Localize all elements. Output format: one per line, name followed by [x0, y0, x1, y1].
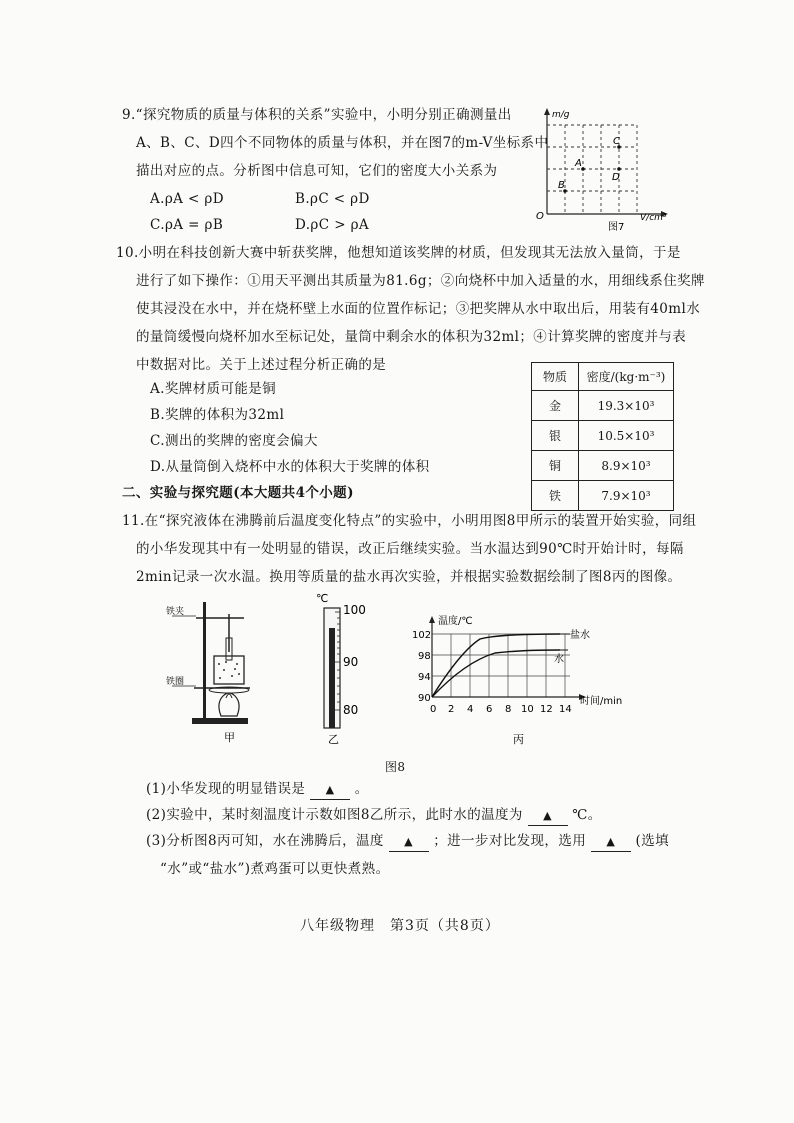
triangle-marker: ▲ [404, 835, 413, 848]
q11-sub2-blank[interactable] [528, 806, 568, 826]
q11-sub3-end: (选填 [635, 833, 669, 849]
figure-8-temperature-graph [410, 612, 635, 747]
figure-7-caption: 图7 [608, 222, 625, 233]
q9-line-1: 9.“探究物质的质量与体积的关系”实验中，小明分别正确测量出 [122, 107, 512, 123]
x-axis-label: V/cm³ [640, 213, 667, 223]
origin-label: O [536, 211, 544, 222]
q11-line-2: 的小华发现其中有一处明显的错误，改正后继续实验。当水温达到90℃时开始计时，每隔 [136, 541, 684, 557]
q11-sub2 [146, 806, 602, 826]
figure-jia-caption: 甲 [224, 731, 235, 743]
q10-option-d: D.从量筒倒入烧杯中水的体积大于奖牌的体积 [150, 459, 430, 475]
q9-option-a: A.ρA < ρD [150, 191, 224, 207]
ytick-102: 102 [412, 630, 432, 641]
water-label: 水 [554, 654, 564, 665]
table-row [532, 391, 674, 421]
q10-option-a: A.奖牌材质可能是铜 [150, 381, 277, 397]
thermometer-tick-100: 100 [343, 603, 366, 617]
ytick-90: 90 [418, 693, 431, 704]
xtick-8: 8 [505, 704, 512, 715]
table-row [532, 481, 674, 511]
thermometer-tick-90: 90 [343, 655, 359, 669]
thermometer-tick-80: 80 [343, 703, 359, 717]
figure-bing-caption: 丙 [513, 733, 524, 746]
thermometer-unit: ℃ [316, 592, 329, 605]
xtick-0: 0 [430, 704, 437, 715]
figure-8-caption: 图8 [385, 760, 406, 774]
iron-clamp-label: 铁夹 [166, 607, 185, 617]
q11-sub1 [146, 780, 369, 800]
ytick-94: 94 [418, 672, 431, 683]
q11-line-3: 2min记录一次水温。换用等质量的盐水再次实验，并根据实验数据绘制了图8丙的图像。 [136, 569, 682, 585]
q11-sub3-mid: ；进一步对比发现，选用 [433, 833, 587, 849]
iron-ring-label: 铁圈 [166, 677, 185, 687]
q11-sub3-blank-1[interactable] [389, 832, 429, 852]
xtick-12: 12 [540, 704, 553, 715]
q10-line-4: 的量筒缓慢向烧杯加水至标记处，量筒中剩余水的体积为32ml；④计算奖牌的密度并与表 [136, 329, 687, 345]
thermometer-liquid [329, 628, 335, 728]
table-cell: 19.3×10³ [579, 391, 674, 421]
xtick-10: 10 [521, 704, 534, 715]
xtick-4: 4 [467, 704, 474, 715]
table-row [532, 451, 674, 481]
q11-sub2-text: (2)实验中，某时刻温度计示数如图8乙所示，此时水的温度为 [146, 807, 523, 823]
page-footer: 八年级物理 第3页（共8页） [300, 918, 500, 934]
figure-7-mv-graph [532, 106, 672, 234]
q9-option-d: D.ρC > ρA [295, 217, 370, 233]
section-2-heading: 二、实验与探究题(本大题共4个小题) [122, 485, 354, 501]
ytick-98: 98 [418, 651, 431, 662]
point-d-label: D [612, 172, 620, 183]
q11-sub3-blank-2[interactable] [591, 832, 631, 852]
figure-8-thermometer [308, 590, 378, 745]
point-d [617, 167, 621, 171]
q9-option-c: C.ρA = ρB [150, 217, 224, 233]
point-b-label: B [558, 180, 565, 191]
table-header-substance: 物质 [532, 363, 579, 391]
q11-sub3 [146, 832, 669, 852]
triangle-marker: ▲ [325, 783, 335, 796]
q9-option-b: B.ρC < ρD [295, 191, 370, 207]
graph-y-label: 温度/℃ [438, 616, 473, 627]
table-cell: 银 [532, 421, 579, 451]
point-c-label: C [613, 136, 620, 147]
xtick-14: 14 [559, 704, 572, 715]
q10-option-b: B.奖牌的体积为32ml [150, 407, 285, 423]
table-cell: 7.9×10³ [579, 481, 674, 511]
q9-line-3: 描出对应的点。分析图中信息可知，它们的密度大小关系为 [136, 163, 498, 179]
graph-x-label: 时间/min [580, 696, 623, 707]
triangle-marker: ▲ [606, 835, 616, 848]
q9-line-2: A、B、C、D四个不同物体的质量与体积，并在图7的m-V坐标系中 [136, 135, 549, 151]
q10-line-3: 使其浸没在水中，并在烧杯壁上水面的位置作标记；③把奖牌从水中取出后，用装有40ml水 [136, 301, 701, 317]
table-cell: 金 [532, 391, 579, 421]
table-header-row [532, 363, 674, 391]
table-cell: 铜 [532, 451, 579, 481]
q11-sub1-end: 。 [354, 781, 369, 797]
xtick-6: 6 [486, 704, 493, 715]
xtick-2: 2 [448, 704, 455, 715]
q11-sub3-line2: “水”或“盐水”)煮鸡蛋可以更快煮熟。 [160, 861, 390, 877]
q10-line-1: 10.小明在科技创新大赛中斩获奖牌，他想知道该奖牌的材质，但发现其无法放入量筒，于是 [116, 245, 681, 261]
q11-sub3-text: (3)分析图8丙可知，水在沸腾后，温度 [146, 833, 384, 849]
y-axis-label: m/g [552, 110, 570, 120]
table-row [532, 421, 674, 451]
triangle-marker: ▲ [543, 809, 552, 822]
saltwater-label: 盐水 [570, 630, 590, 641]
q10-line-2: 进行了如下操作：①用天平测出其质量为81.6g；②向烧杯中加入适量的水，用细线系住奖牌 [136, 273, 705, 289]
q11-sub1-text: (1)小华发现的明显错误是 [146, 781, 306, 797]
table-cell: 8.9×10³ [579, 451, 674, 481]
q11-sub1-blank[interactable] [310, 780, 350, 800]
q11-line-1: 11.在“探究液体在沸腾前后温度变化特点”的实验中，小明用图8甲所示的装置开始实验，同组 [122, 513, 697, 529]
figure-yi-caption: 乙 [328, 733, 339, 745]
q10-option-c: C.测出的奖牌的密度会偏大 [150, 433, 318, 449]
table-cell: 铁 [532, 481, 579, 511]
density-table [531, 362, 674, 511]
figure-8-apparatus [166, 598, 271, 743]
point-a-label: A [575, 158, 582, 169]
table-cell: 10.5×10³ [579, 421, 674, 451]
table-header-density: 密度/(kg·m⁻³) [579, 363, 674, 391]
q11-sub2-end: ℃。 [572, 807, 602, 823]
q10-line-5: 中数据对比。关于上述过程分析正确的是 [136, 357, 387, 373]
